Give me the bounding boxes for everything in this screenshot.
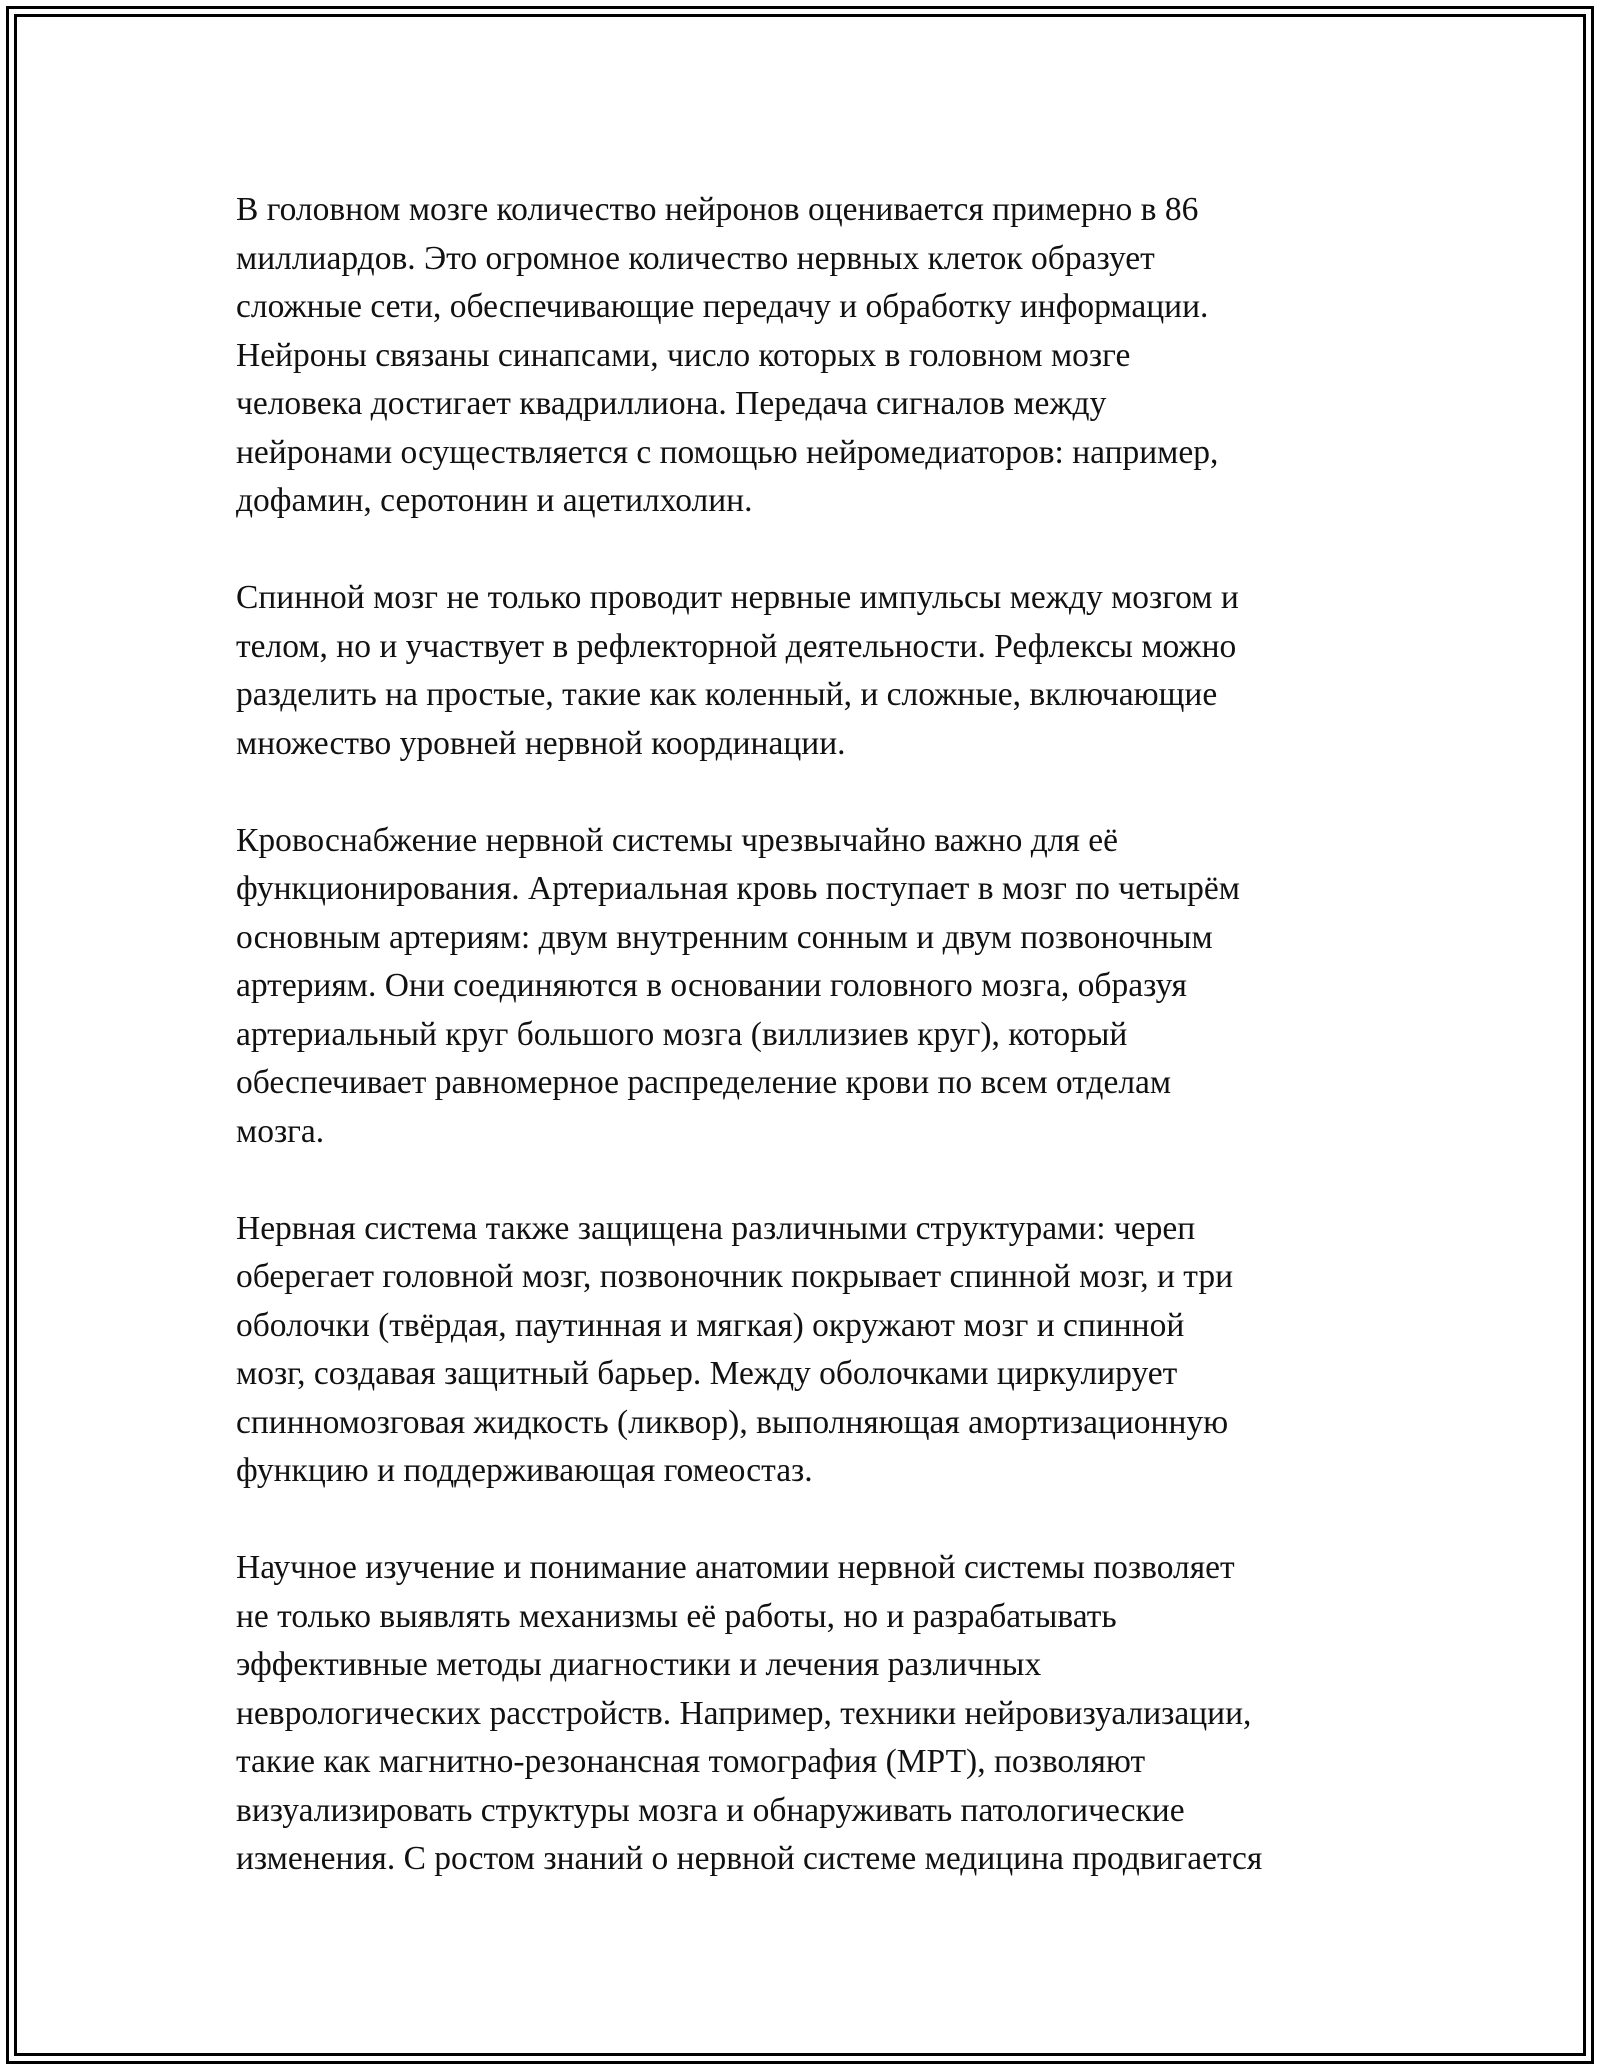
paragraph-protection: Нервная система также защищена различными структурами: череп оберегает головной мозг, позвоночник покрывает спинной мозг, и три оболочки (твёрдая, паутинная и мягкая) окружают мозг и спинной мозг, создавая защитный барьер. Между оболочками циркулирует спинномозговая жидкость (ликвор), выполняющая амортизационную функцию и поддерживающая гомеостаз. xyxy=(236,1209,1234,1489)
paragraph-spinal-cord: Спинной мозг не только проводит нервные импульсы между мозгом и телом, но и участвует в рефлекторной деятельности. Рефлексы можно разделить на простые, такие как коленный, и сложные, включающие множество уровней нервной координации. xyxy=(236,579,1239,762)
paragraph-neurons: В головном мозге количество нейронов оценивается примерно в 86 миллиардов. Это огромное количество нервных клеток образует сложные сети, обеспечивающие передачу и обработку информации. Нейроны связаны синапсами, число которых в головном мозге человека достигает квадриллиона. Передача сигналов между нейронами осуществляется с помощью нейромедиаторов: например, дофамин, серотонин и ацетилхолин. xyxy=(236,191,1219,519)
paragraph-blood-supply: Кровоснабжение нервной системы чрезвычайно важно для её функционирования. Артериальная кровь поступает в мозг по четырём основным артериям: двум внутренним сонным и двум позвоночным артериям. Они соединяются в основании головного мозга, образуя артериальный круг большого мозга (виллизиев круг), который обеспечивает равномерное распределение крови по всем отделам мозга. xyxy=(236,821,1240,1150)
document-body xyxy=(236,186,1376,1932)
paragraph-research: Научное изучение и понимание анатомии нервной системы позволяет не только выявлять механизмы её работы, но и разрабатывать эффективные методы диагностики и лечения различных неврологических расстройств. Например, техники нейровизуализации, такие как магнитно-резонансная томография (МРТ), позволяют визуализировать структуры мозга и обнаруживать патологические изменения. С ростом знаний о нервной системе медицина продвигается xyxy=(236,1549,1263,1877)
